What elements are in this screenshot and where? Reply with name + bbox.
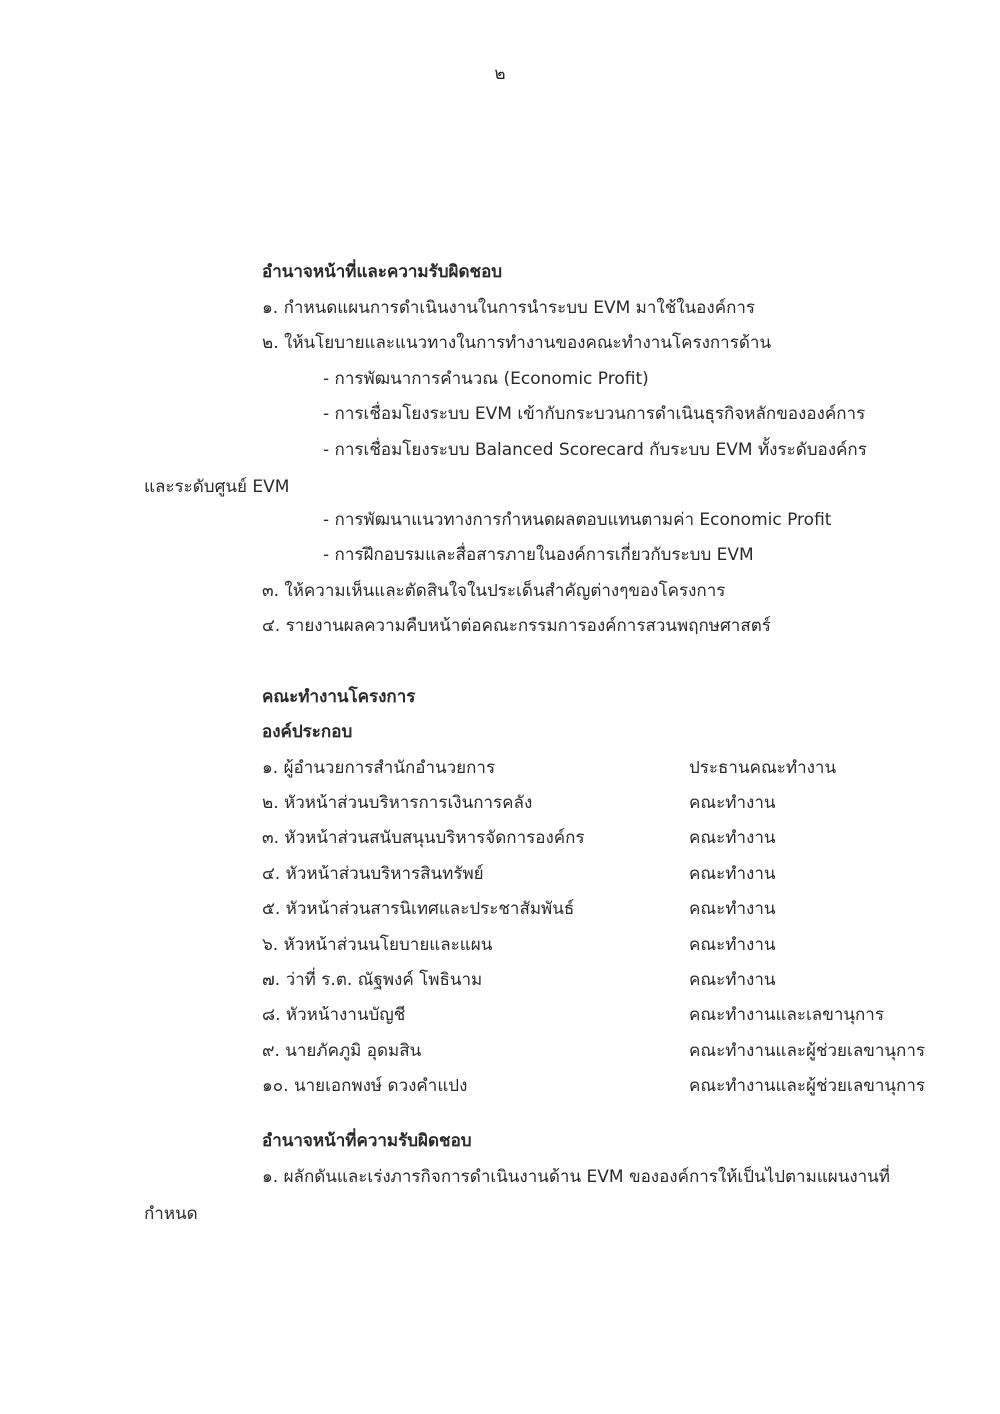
duty-subitem-4: - การพัฒนาแนวทางการกำหนดผลตอบแทนตามค่า Economic Profit (323, 510, 832, 530)
duty-subitem-2: - การเชื่อมโยงระบบ EVM เข้ากับกระบวนการดำเนินธุรกิจหลักขององค์การ (323, 404, 866, 424)
page-number: ๒ (494, 64, 506, 84)
member-name: ๙. นายภัคภูมิ อุดมสิน (262, 1041, 422, 1061)
responsibility-item-1: ๑. ผลักดันและเร่งภารกิจการดำเนินงานด้าน EVM ขององค์การให้เป็นไปตามแผนงานที่ (262, 1167, 891, 1187)
member-role: คณะทำงาน (689, 970, 776, 990)
duty-subitem-1: - การพัฒนาการคำนวณ (Economic Profit) (323, 369, 649, 389)
member-role: คณะทำงาน (689, 899, 776, 919)
member-role: คณะทำงาน (689, 828, 776, 848)
member-name: ๔. หัวหน้าส่วนบริหารสินทรัพย์ (262, 864, 484, 884)
member-name: ๑. ผู้อำนวยการสำนักอำนวยการ (262, 758, 496, 778)
member-name: ๑๐. นายเอกพงษ์ ดวงคำแปง (262, 1076, 468, 1096)
duty-subitem-5: - การฝึกอบรมและสื่อสารภายในองค์การเกี่ยวกับระบบ EVM (323, 545, 754, 565)
member-name: ๗. ว่าที่ ร.ต. ณัฐพงค์ โพธินาม (262, 970, 483, 990)
member-name: ๕. หัวหน้าส่วนสารนิเทศและประชาสัมพันธ์ (262, 899, 575, 919)
member-role: คณะทำงาน (689, 793, 776, 813)
responsibility-item-1-continued: กำหนด (144, 1204, 198, 1224)
member-role: คณะทำงานและเลขานุการ (689, 1005, 884, 1025)
member-role: คณะทำงานและผู้ช่วยเลขานุการ (689, 1041, 925, 1061)
member-name: ๖. หัวหน้าส่วนนโยบายและแผน (262, 935, 493, 955)
section-heading-responsibilities: อำนาจหน้าที่ความรับผิดชอบ (262, 1131, 472, 1151)
section-heading-duties: อำนาจหน้าที่และความรับผิดชอบ (262, 262, 503, 282)
duty-item-3: ๓. ให้ความเห็นและตัดสินใจในประเด็นสำคัญต่างๆของโครงการ (262, 581, 726, 601)
section-subheading-composition: องค์ประกอบ (262, 722, 353, 742)
duty-item-2: ๒. ให้นโยบายและแนวทางในการทำงานของคณะทำงานโครงการด้าน (262, 333, 772, 353)
member-role: ประธานคณะทำงาน (689, 758, 837, 778)
duty-item-4: ๔. รายงานผลความคืบหน้าต่อคณะกรรมการองค์การสวนพฤกษศาสตร์ (262, 616, 771, 636)
member-name: ๒. หัวหน้าส่วนบริหารการเงินการคลัง (262, 793, 533, 813)
section-heading-working-group: คณะทำงานโครงการ (262, 687, 416, 707)
duty-subitem-3-continued: และระดับศูนย์ EVM (144, 477, 290, 497)
duty-item-1: ๑. กำหนดแผนการดำเนินงานในการนำระบบ EVM มาใช้ในองค์การ (262, 298, 756, 318)
member-name: ๘. หัวหน้างานบัญชี (262, 1005, 406, 1025)
duty-subitem-3: - การเชื่อมโยงระบบ Balanced Scorecard กับระบบ EVM ทั้งระดับองค์กร (323, 440, 867, 460)
member-role: คณะทำงานและผู้ช่วยเลขานุการ (689, 1076, 925, 1096)
member-role: คณะทำงาน (689, 935, 776, 955)
member-name: ๓. หัวหน้าส่วนสนับสนุนบริหารจัดการองค์กร (262, 828, 585, 848)
member-role: คณะทำงาน (689, 864, 776, 884)
